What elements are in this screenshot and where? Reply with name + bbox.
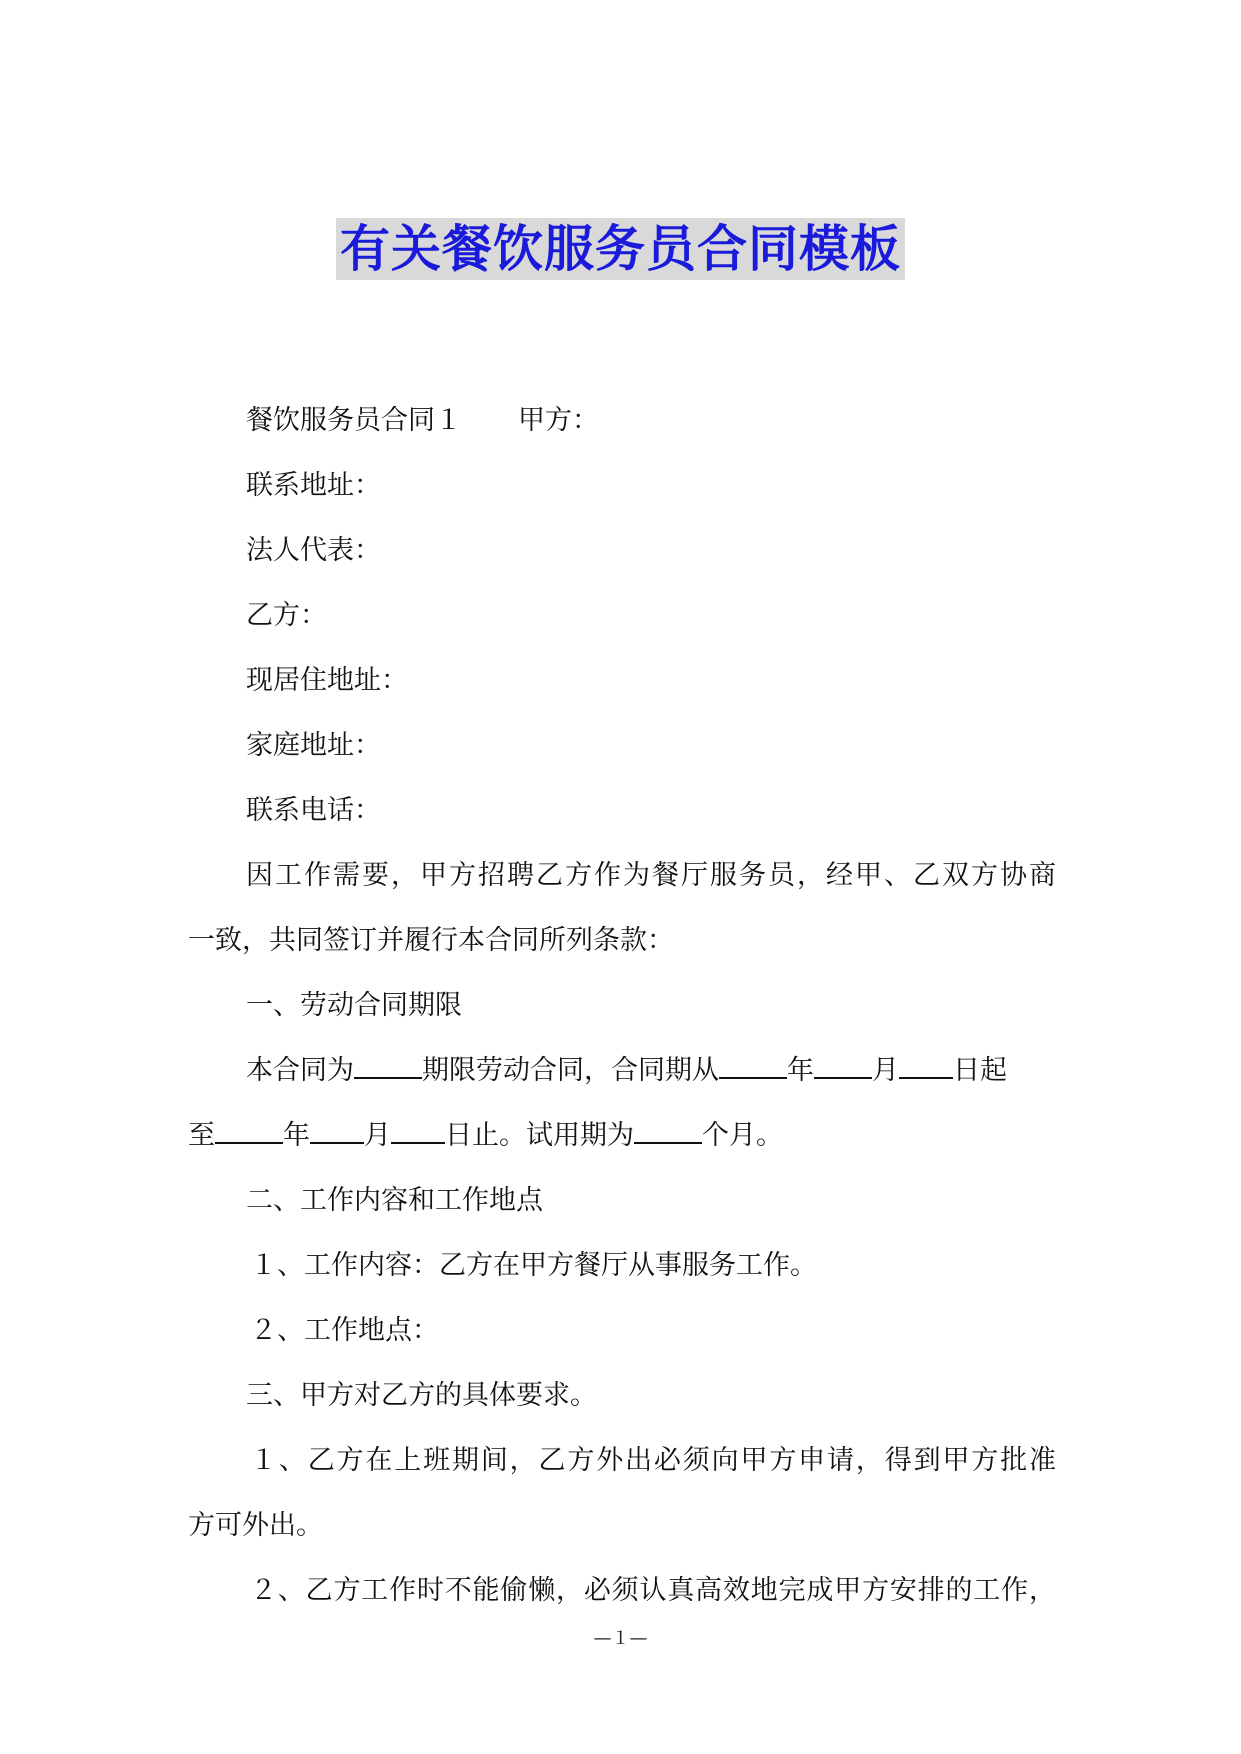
term-line1: [188, 1038, 1056, 1103]
term-text: 个月。: [702, 1120, 783, 1151]
party-a-label: 甲方：: [518, 405, 599, 436]
intro-paragraph-line1: 因工作需要，甲方招聘乙方作为餐厅服务员，经甲、乙双方协商: [246, 860, 1056, 891]
section3-item1-line1: １、乙方在上班期间，乙方外出必须向甲方申请，得到甲方批准: [250, 1445, 1056, 1476]
section2-item1: １、工作内容：乙方在甲方餐厅从事服务工作。: [250, 1250, 817, 1281]
term-text: 日止。试用期为: [445, 1120, 634, 1151]
page-number: —１—: [593, 1628, 648, 1649]
section3-heading: 三、甲方对乙方的具体要求。: [246, 1380, 597, 1411]
field-legal-representative: 法人代表：: [246, 535, 381, 566]
field-phone: 联系电话：: [246, 795, 381, 826]
header-line: [188, 388, 1056, 453]
blank-start-month: [814, 1053, 872, 1079]
title-container: [0, 218, 1241, 280]
term-text: 本合同为: [246, 1055, 354, 1086]
term-text: 月: [872, 1055, 899, 1086]
blank-end-year: [215, 1118, 283, 1144]
section2-heading: 二、工作内容和工作地点: [246, 1185, 543, 1216]
term-text: 年: [787, 1055, 814, 1086]
blank-start-year: [719, 1053, 787, 1079]
term-text: 期限劳动合同，合同期从: [422, 1055, 719, 1086]
section3-item2-line1: ２、乙方工作时不能偷懒，必须认真高效地完成甲方安排的工作，: [250, 1575, 1056, 1606]
term-text: 至: [188, 1120, 215, 1151]
field-party-b: 乙方：: [246, 600, 327, 631]
field-contact-address: 联系地址：: [246, 470, 381, 501]
blank-probation: [634, 1118, 702, 1144]
term-text: 月: [364, 1120, 391, 1151]
term-text: 年: [283, 1120, 310, 1151]
section1-heading: 一、劳动合同期限: [246, 990, 462, 1021]
term-line2: [188, 1103, 1056, 1168]
blank-term-type: [354, 1053, 422, 1079]
contract-number-label: 餐饮服务员合同１: [246, 405, 462, 436]
field-home-address: 家庭地址：: [246, 730, 381, 761]
blank-end-month: [310, 1118, 364, 1144]
section2-item2: ２、工作地点：: [250, 1315, 439, 1346]
document-title: 有关餐饮服务员合同模板: [336, 218, 905, 280]
blank-end-day: [391, 1118, 445, 1144]
document-body: [188, 388, 1056, 1623]
term-text: 日起: [953, 1055, 1007, 1086]
section3-item1-line2: 方可外出。: [188, 1510, 323, 1541]
blank-start-day: [899, 1053, 953, 1079]
field-current-address: 现居住地址：: [246, 665, 408, 696]
intro-paragraph-line2: 一致，共同签订并履行本合同所列条款：: [188, 925, 674, 956]
